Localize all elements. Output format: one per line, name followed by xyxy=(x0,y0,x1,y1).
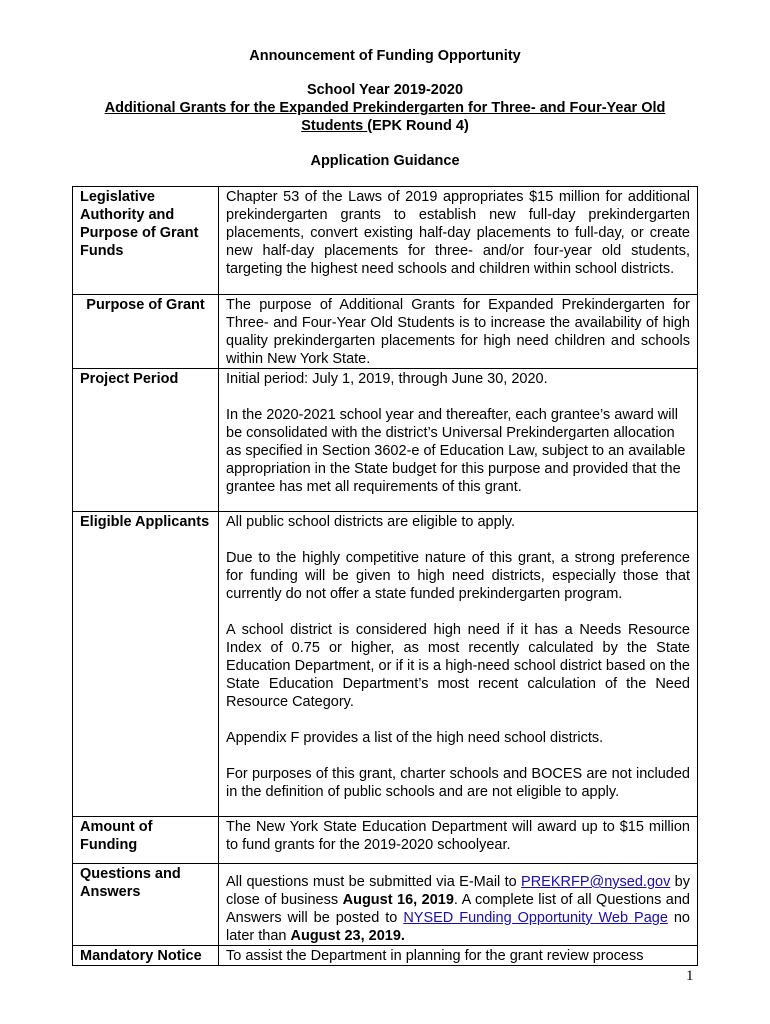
row-label: Project Period xyxy=(73,369,219,512)
funding-web-page-link[interactable]: NYSED Funding Opportunity Web Page xyxy=(403,910,668,926)
paragraph: A school district is considered high need if it has a Needs Resource Index of 0.75 or higher, as most recently calculated by the State Education Department, or if it is a high-need school district based on the State Education Department’s most recent calculation of the Need Resource Category. xyxy=(226,622,690,710)
application-guidance-heading: Application Guidance xyxy=(310,153,460,169)
row-text: The New York State Education Department will award up to $15 million to fund grants for the 2019-2020 schoolyear. xyxy=(219,817,698,864)
text-span: All questions must be submitted via E-Mail to xyxy=(226,874,522,890)
row-label: Mandatory Notice xyxy=(73,946,219,966)
posting-date: August 23, 2019. xyxy=(290,928,405,944)
grant-title-line1: Additional Grants for the Expanded Prekindergarten for Three- and Four-Year Old xyxy=(104,100,666,116)
grant-title-line2 xyxy=(0,117,770,135)
text-span: . A complete list of all Questions and Answers will be posted to xyxy=(226,892,690,926)
paragraph: For purposes of this grant, charter schools and BOCES are not included in the definition of public schools and are not eligible to apply. xyxy=(226,766,690,800)
row-label: Questions and Answers xyxy=(73,864,219,946)
page-number: 1 xyxy=(686,968,694,984)
row-text: The purpose of Additional Grants for Expanded Prekindergarten for Three- and Four-Year Old Students is to increase the availability of high quality prekindergarten placements for high need children and schools within New York State. xyxy=(219,295,698,369)
guidance-table xyxy=(72,186,698,966)
grant-title-underlined: Students xyxy=(301,118,368,134)
row-text xyxy=(219,864,698,946)
row-label: Eligible Applicants xyxy=(73,512,219,817)
paragraph: Initial period: July 1, 2019, through June 30, 2020. xyxy=(226,371,548,387)
row-label: Legislative Authority and Purpose of Grant Funds xyxy=(73,187,219,295)
paragraph: All public school districts are eligible to apply. xyxy=(226,514,516,530)
row-text xyxy=(219,512,698,817)
row-label: Purpose of Grant xyxy=(73,295,219,369)
text-span: by close of business xyxy=(226,874,690,908)
table-row xyxy=(73,946,698,966)
deadline-date: August 16, 2019 xyxy=(342,892,454,908)
paragraph: Due to the highly competitive nature of this grant, a strong preference for funding will be given to high need districts, especially those that currently do not offer a state funded prekindergarten program. xyxy=(226,550,690,602)
paragraph: Appendix F provides a list of the high need school districts. xyxy=(226,730,604,746)
paragraph: In the 2020-2021 school year and thereafter, each grantee’s award will be consolidated with the district’s Universal Prekindergarten allocation as specified in Section 3602-e of Education Law, subject to an available appropriation in the State budget for this purpose and provided that the grantee has met all requirements of this grant. xyxy=(226,407,686,495)
document-title: Announcement of Funding Opportunity xyxy=(249,48,521,64)
table-row xyxy=(73,864,698,946)
row-label: Amount of Funding xyxy=(73,817,219,864)
school-year: School Year 2019-2020 xyxy=(306,82,464,98)
text-span: no later than xyxy=(226,910,690,944)
table-row xyxy=(73,187,698,295)
grant-round: (EPK Round 4) xyxy=(367,118,469,134)
table-row xyxy=(73,369,698,512)
table-row xyxy=(73,817,698,864)
table-row xyxy=(73,295,698,369)
table-row xyxy=(73,512,698,817)
email-link[interactable]: PREKRFP@nysed.gov xyxy=(521,874,671,890)
row-text: Chapter 53 of the Laws of 2019 appropriates $15 million for additional prekindergarten grants to establish new full-day prekindergarten placements, convert existing half-day placements to full-day, or create new half-day placements for three- and/or four-year old students, targeting the highest need schools and children within school districts. xyxy=(219,187,698,295)
row-text xyxy=(219,369,698,512)
row-text: To assist the Department in planning for the grant review process xyxy=(219,946,698,966)
